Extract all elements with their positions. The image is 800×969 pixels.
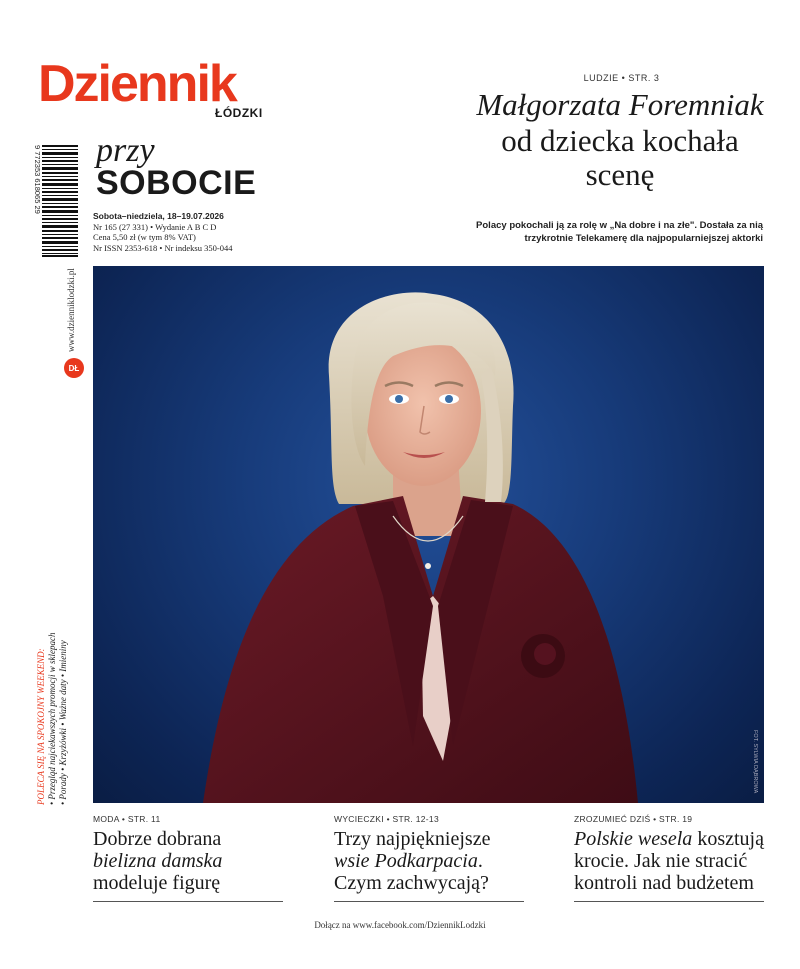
teaser-headline-italic: bielizna damska	[93, 850, 223, 872]
teaser-kicker: ZROZUMIEĆ DZIŚ • STR. 19	[574, 814, 693, 824]
teaser-headline	[574, 828, 764, 894]
teaser-weddings[interactable]	[574, 814, 764, 902]
top-story-kicker: LUDZIE • STR. 3	[583, 73, 660, 83]
teaser-kicker: WYCIECZKI • STR. 12-13	[334, 814, 439, 824]
teaser-divider	[574, 901, 764, 902]
top-story-name[interactable]: Małgorzata Foremniak	[476, 87, 764, 122]
teaser-headline-italic: Polskie wesela	[574, 828, 693, 850]
teaser-headline-part: kosztują krocie. Jak nie stracić kontroli nad budżetem	[574, 828, 764, 894]
top-story-lead: Polacy pokochali ją za rolę w „Na dobre i na złe". Dostała za nią trzykrotnie Telekamerę dla najpopularniejszej aktorki	[476, 220, 763, 244]
teaser-headline-part: Dobrze dobrana	[93, 828, 222, 850]
teaser-headline-italic: wsie Podkarpacia	[334, 850, 478, 872]
recommend-line1: • Przegląd najciekawszych promocji w sklepach	[47, 632, 57, 805]
barcode-icon	[42, 145, 78, 257]
recommend-line2: • Porady • Krzyżówki • Ważne daty • Imieniny	[58, 640, 68, 805]
teaser-headline	[334, 828, 524, 894]
cover-photo[interactable]	[93, 266, 764, 803]
website-url[interactable]: www.dzienniklodzki.pl	[66, 268, 76, 352]
issue-number: Nr 165 (27 331) • Wydanie A B C D	[93, 221, 217, 232]
issue-date: Sobota–niedziela, 18–19.07.2026	[93, 211, 224, 221]
teaser-kicker: MODA • STR. 11	[93, 814, 161, 824]
supplement-title-script: przy	[96, 132, 155, 169]
teaser-headline-part: . Czym zachwycają?	[334, 850, 489, 894]
supplement-title-bold: SOBOCIE	[96, 164, 257, 202]
weekend-recommendations	[36, 630, 69, 805]
teaser-headline-part: modeluje figurę	[93, 872, 221, 894]
issue-info	[93, 211, 232, 253]
teaser-divider	[334, 901, 524, 902]
issue-issn: Nr ISSN 2353-618 • Nr indeksu 350-044	[93, 242, 233, 253]
teaser-divider	[93, 901, 283, 902]
top-story-title[interactable]: od dziecka kochała scenę	[501, 123, 739, 192]
masthead-logo: Dziennik	[38, 55, 236, 113]
footer-facebook-link[interactable]: Dołącz na www.facebook.com/DziennikLodzki	[314, 920, 486, 930]
masthead-region: ŁÓDZKI	[215, 106, 263, 120]
teaser-fashion[interactable]	[93, 814, 283, 902]
barcode-digits: 9 772353 618065 29	[33, 145, 42, 214]
brand-badge-icon: DŁ	[64, 358, 84, 378]
recommend-title: POLECA SIĘ NA SPOKOJNY WEEKEND:	[36, 648, 46, 805]
teaser-headline-part: Trzy najpiękniejsze	[334, 828, 491, 850]
teaser-trips[interactable]	[334, 814, 524, 902]
portrait-illustration	[93, 266, 764, 803]
photo-credit: FOT. SYLWIA DĄBROWA	[752, 730, 758, 794]
issue-price: Cena 5,50 zł (w tym 8% VAT)	[93, 232, 196, 242]
teaser-headline	[93, 828, 283, 894]
